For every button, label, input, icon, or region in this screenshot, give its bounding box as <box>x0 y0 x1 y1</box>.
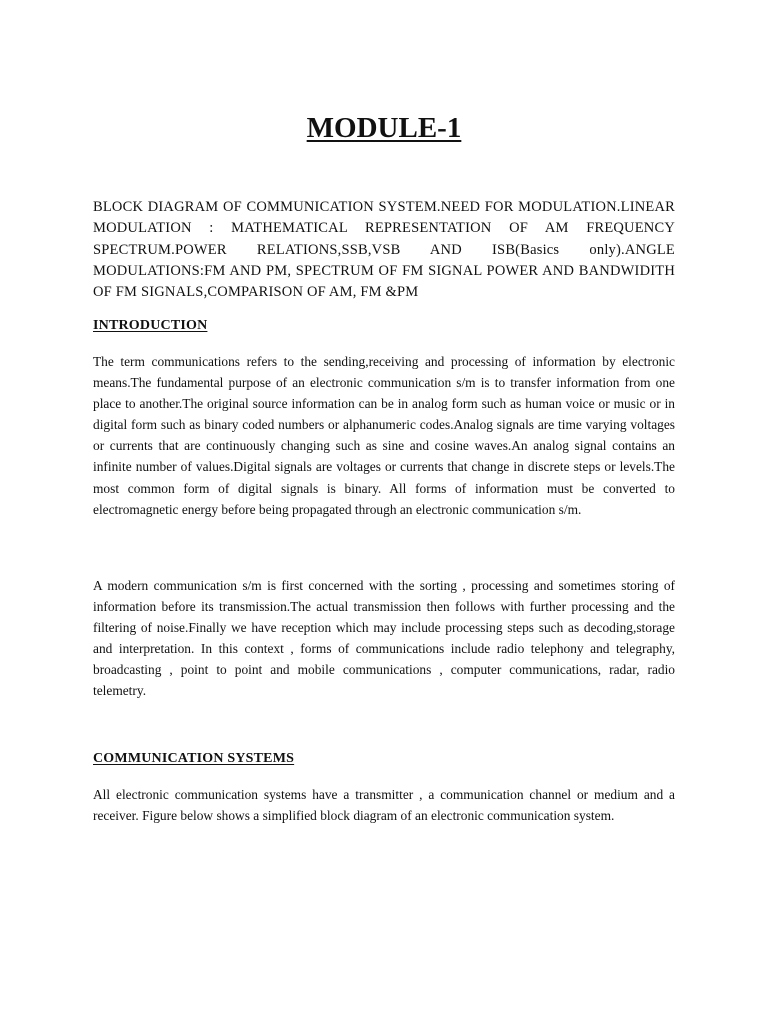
section-heading-communication-systems: COMMUNICATION SYSTEMS <box>93 751 295 766</box>
introduction-paragraph-1: The term communications refers to the sending,receiving and processing of information by electronic means.The fundamental purpose of an electronic communication s/m is to transfer information from one place to another.The original source information can be in analog form such as human voice or music or in digital form such as binary coded numbers or alphanumeric codes.Analog signals are time varying voltages or currents that are continuously changing such as sine and cosine waves.An analog signal contains an infinite number of values.Digital signals are voltages or currents that change in discrete steps or levels.The most common form of digital signals is binary. All forms of information must be converted to electromagnetic energy before being propagated through an electronic communication s/m. <box>93 354 675 517</box>
introduction-paragraph-2: A modern communication s/m is first concerned with the sorting , processing and sometimes storing of information before its transmission.The actual transmission then follows with further processing and the filtering of noise.Finally we have reception which may include processing steps such as decoding,storage and interpretation. In this context , forms of communications include radio telephony and telegraphy, broadcasting , point to point and mobile communications , computer communications, radar, radio telemetry. <box>93 578 675 699</box>
communication-systems-paragraph: All electronic communication systems have a transmitter , a communication channel or medium and a receiver. Figure below shows a simplified block diagram of an electronic communication system. <box>93 787 675 824</box>
syllabus-paragraph: BLOCK DIAGRAM OF COMMUNICATION SYSTEM.NEED FOR MODULATION.LINEAR MODULATION : MATHEMATICAL REPRESENTATION OF AM FREQUENCY SPECTRUM.POWER RELATIONS,SSB,VSB AND ISB(Basics only).ANGLE MODULATIONS:FM AND PM, SPECTRUM OF FM SIGNAL POWER AND BANDWIDITH OF FM SIGNALS,COMPARISON OF AM, FM &PM <box>93 199 675 301</box>
section-heading-introduction: INTRODUCTION <box>93 318 208 333</box>
page-title: MODULE-1 <box>306 112 462 144</box>
